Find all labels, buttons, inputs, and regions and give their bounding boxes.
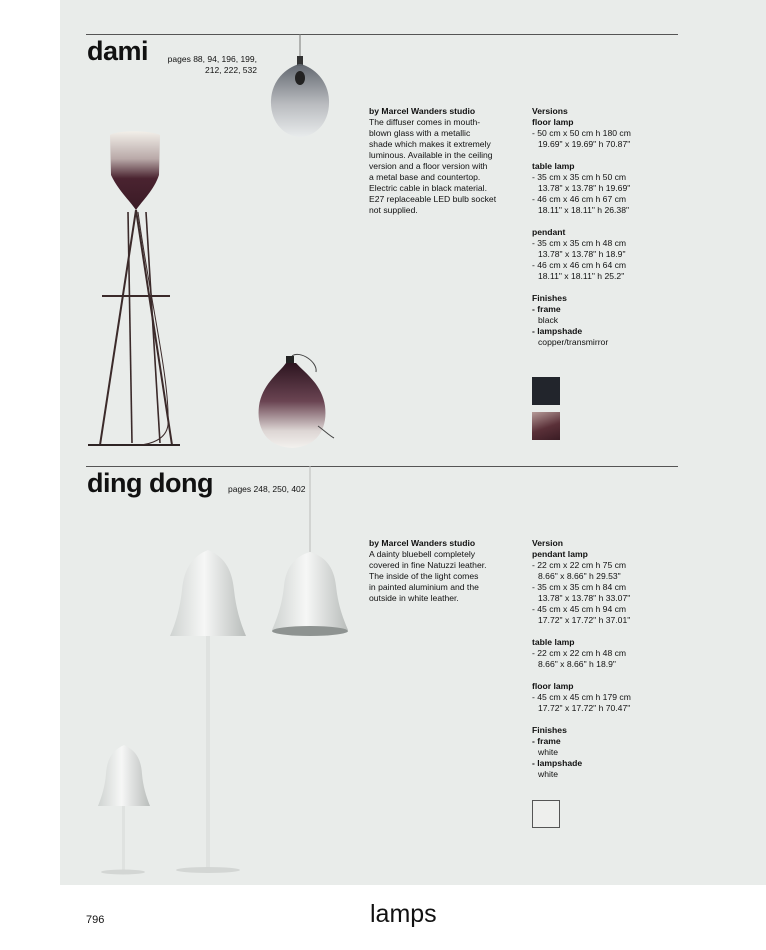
spec-line: - 22 cm x 22 cm h 48 cm <box>532 648 627 658</box>
section-title: lamps <box>370 900 437 928</box>
spec-line: - 46 cm x 46 cm h 67 cm <box>532 194 627 204</box>
spec-line: 18.11" x 18.11" h 26.38" <box>538 205 630 215</box>
spec-line: 17.72" x 17.72" h 37.01" <box>538 615 631 625</box>
description-line: version and a floor version with <box>369 161 488 171</box>
spec-line: 18.11" x 18.11" h 25.2" <box>538 271 625 281</box>
finish-swatch-white <box>532 800 560 828</box>
description-line: not supplied. <box>369 205 418 215</box>
page-number: 796 <box>86 914 105 926</box>
spec-line: 19.69" x 19.69" h 70.87" <box>538 139 631 149</box>
spec-line: 8.66" x 8.66" h 29.53" <box>538 571 621 581</box>
description-line: in painted aluminium and the <box>369 582 479 592</box>
lampshade-value: white <box>538 769 559 779</box>
page-references-dingdong: pages 248, 250, 402 <box>228 484 306 494</box>
description-line: Electric cable in black material. <box>369 183 487 193</box>
spec-line: - 35 cm x 35 cm h 84 cm <box>532 582 627 592</box>
description-line: outside in white leather. <box>369 593 459 603</box>
spec-line: 13.78" x 13.78" h 33.07" <box>538 593 631 603</box>
spec-line: - 46 cm x 46 cm h 64 cm <box>532 260 627 270</box>
product-title-dingdong: ding dong <box>87 468 213 498</box>
lampshade-label: - lampshade <box>532 326 583 336</box>
page-references-line1: pages 88, 94, 196, 199, <box>167 54 257 64</box>
spec-line: 17.72" x 17.72" h 70.47" <box>538 703 631 713</box>
spec-line: - 50 cm x 50 cm h 180 cm <box>532 128 631 138</box>
lampshade-value: copper/transmirror <box>538 337 609 347</box>
table-lamp-heading: table lamp <box>532 637 575 647</box>
frame-label: - frame <box>532 736 561 746</box>
description-line: a metal base and countertop. <box>369 172 481 182</box>
spec-line: 13.78" x 13.78" h 18.9" <box>538 249 626 259</box>
dingdong-pendant-image <box>272 466 348 636</box>
floor-lamp-block <box>532 681 667 714</box>
floor-lamp-heading: floor lamp <box>532 117 574 127</box>
pendant-lamp-block <box>532 549 667 626</box>
finishes-heading: Finishes <box>532 725 567 735</box>
pendant-lamp-heading: pendant lamp <box>532 549 588 559</box>
designer-dingdong: by Marcel Wanders studio <box>369 538 476 548</box>
description-line: blown glass with a metallic <box>369 128 471 138</box>
spec-line: - 45 cm x 45 cm h 94 cm <box>532 604 627 614</box>
lampshade-label: - lampshade <box>532 758 583 768</box>
spec-line: - 35 cm x 35 cm h 48 cm <box>532 238 627 248</box>
spec-line: - 35 cm x 35 cm h 50 cm <box>532 172 627 182</box>
versions-heading: Versions <box>532 106 568 116</box>
description-line: covered in fine Natuzzi leather. <box>369 560 487 570</box>
floor-lamp-heading: floor lamp <box>532 681 574 691</box>
description-line: A dainty bluebell completely <box>369 549 476 559</box>
frame-value: white <box>538 747 559 757</box>
page-references-line2: 212, 222, 532 <box>205 65 257 75</box>
specs-dingdong <box>532 538 667 780</box>
dingdong-floor-lamp-image <box>170 550 246 873</box>
table-lamp-block <box>532 637 667 670</box>
frame-value: black <box>538 315 559 325</box>
frame-label: - frame <box>532 304 561 314</box>
pendant-heading: pendant <box>532 227 566 237</box>
designer-dami: by Marcel Wanders studio <box>369 106 476 116</box>
description-line: E27 replaceable LED bulb socket <box>369 194 497 204</box>
description-line: shade which makes it extremely <box>369 139 491 149</box>
spec-line: - 22 cm x 22 cm h 75 cm <box>532 560 627 570</box>
finishes-heading: Finishes <box>532 293 567 303</box>
description-line: luminous. Available in the ceiling <box>369 150 493 160</box>
spec-line: - 45 cm x 45 cm h 179 cm <box>532 692 631 702</box>
product-title-dami: dami <box>87 36 149 66</box>
spec-line: 8.66" x 8.66" h 18.9" <box>538 659 616 669</box>
description-dingdong <box>369 538 519 604</box>
finishes-block <box>532 725 667 780</box>
version-heading: Version <box>532 538 564 548</box>
dingdong-table-lamp-image <box>98 745 150 875</box>
description-line: The inside of the light comes <box>369 571 479 581</box>
spec-line: 13.78" x 13.78" h 19.69" <box>538 183 631 193</box>
table-lamp-heading: table lamp <box>532 161 575 171</box>
description-line: The diffuser comes in mouth- <box>369 117 481 127</box>
